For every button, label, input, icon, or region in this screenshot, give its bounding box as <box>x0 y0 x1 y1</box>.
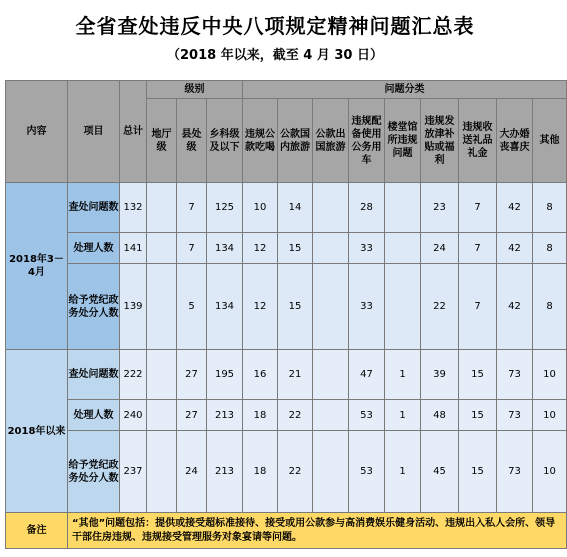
table-cell: 73 <box>497 431 533 513</box>
table-cell <box>313 350 349 400</box>
table-cell <box>313 233 349 264</box>
table-cell: 7 <box>177 183 207 233</box>
table-cell: 8 <box>533 264 567 350</box>
table-cell: 134 <box>207 264 243 350</box>
row-item-label: 处理人数 <box>68 233 120 264</box>
table-cell: 18 <box>243 400 278 431</box>
table-cell: 42 <box>497 183 533 233</box>
table-cell: 5 <box>177 264 207 350</box>
table-cell: 15 <box>459 431 497 513</box>
summary-table <box>5 80 567 549</box>
table-cell <box>313 400 349 431</box>
header-type: 违规收送礼品礼金 <box>459 99 497 183</box>
header-level: 地厅级 <box>147 99 177 183</box>
table-cell: 1 <box>385 431 421 513</box>
row-item-label: 查处问题数 <box>68 183 120 233</box>
table-cell: 42 <box>497 233 533 264</box>
table-cell: 28 <box>349 183 385 233</box>
table-cell: 125 <box>207 183 243 233</box>
table-cell <box>147 400 177 431</box>
row-item-label: 给予党纪政务处分人数 <box>68 264 120 350</box>
header-type: 其他 <box>533 99 567 183</box>
table-cell: 195 <box>207 350 243 400</box>
table-cell: 222 <box>120 350 147 400</box>
table-cell <box>147 350 177 400</box>
header-type: 公款国内旅游 <box>278 99 313 183</box>
table-cell: 73 <box>497 400 533 431</box>
table-cell: 48 <box>421 400 459 431</box>
header-type: 大办婚丧喜庆 <box>497 99 533 183</box>
table-cell: 12 <box>243 233 278 264</box>
page-subtitle: （2018 年以来，截至 4 月 30 日） <box>167 48 383 63</box>
table-cell <box>385 183 421 233</box>
header-type-group: 问题分类 <box>243 81 567 99</box>
header-type: 违规发放津补贴或福利 <box>421 99 459 183</box>
table-cell: 23 <box>421 183 459 233</box>
table-cell: 22 <box>278 400 313 431</box>
table-cell <box>313 264 349 350</box>
table-cell: 22 <box>278 431 313 513</box>
note-text: “其他”问题包括：提供或接受超标准接待、接受或用公款参与高消费娱乐健身活动、违规出入私人会所、领导干部住房违规、违规接受管理服务对象宴请等问题。 <box>68 513 567 549</box>
table-cell: 10 <box>533 350 567 400</box>
table-cell: 240 <box>120 400 147 431</box>
table-cell: 237 <box>120 431 147 513</box>
table-cell: 73 <box>497 350 533 400</box>
table-cell: 53 <box>349 431 385 513</box>
table-cell: 1 <box>385 350 421 400</box>
table-cell: 7 <box>459 183 497 233</box>
period-label: 2018年3－4月 <box>6 183 68 350</box>
table-cell: 15 <box>278 264 313 350</box>
table-cell: 134 <box>207 233 243 264</box>
table-cell: 1 <box>385 400 421 431</box>
table-cell <box>313 431 349 513</box>
table-cell: 15 <box>459 400 497 431</box>
table-cell: 47 <box>349 350 385 400</box>
header-level: 乡科级及以下 <box>207 99 243 183</box>
table-cell: 16 <box>243 350 278 400</box>
table-cell: 39 <box>421 350 459 400</box>
table-cell: 10 <box>243 183 278 233</box>
period-label: 2018年以来 <box>6 350 68 513</box>
table-cell: 139 <box>120 264 147 350</box>
header-total: 总计 <box>120 81 147 183</box>
table-cell: 10 <box>533 400 567 431</box>
table-cell <box>147 233 177 264</box>
table-cell: 8 <box>533 183 567 233</box>
table-cell <box>313 183 349 233</box>
table-cell: 132 <box>120 183 147 233</box>
table-cell: 53 <box>349 400 385 431</box>
header-item: 项目 <box>68 81 120 183</box>
header-type: 公款出国旅游 <box>313 99 349 183</box>
table-cell: 213 <box>207 400 243 431</box>
table-cell: 24 <box>177 431 207 513</box>
page-title: 全省查处违反中央八项规定精神问题汇总表 <box>75 14 475 38</box>
header-level-group: 级别 <box>147 81 243 99</box>
header-type: 违规公款吃喝 <box>243 99 278 183</box>
row-item-label: 查处问题数 <box>68 350 120 400</box>
table-cell <box>147 264 177 350</box>
header-level: 县处级 <box>177 99 207 183</box>
table-cell: 22 <box>421 264 459 350</box>
table-cell: 15 <box>459 350 497 400</box>
table-cell: 8 <box>533 233 567 264</box>
header-type: 违规配备使用公务用车 <box>349 99 385 183</box>
table-cell <box>147 431 177 513</box>
table-cell: 42 <box>497 264 533 350</box>
table-cell: 12 <box>243 264 278 350</box>
table-cell: 24 <box>421 233 459 264</box>
row-item-label: 处理人数 <box>68 400 120 431</box>
note-label: 备注 <box>6 513 68 549</box>
row-item-label: 给予党纪政务处分人数 <box>68 431 120 513</box>
header-type: 楼堂馆所违规问题 <box>385 99 421 183</box>
table-cell: 141 <box>120 233 147 264</box>
table-cell: 21 <box>278 350 313 400</box>
table-cell: 18 <box>243 431 278 513</box>
table-cell <box>385 264 421 350</box>
table-cell: 27 <box>177 400 207 431</box>
table-cell <box>385 233 421 264</box>
table-cell: 15 <box>278 233 313 264</box>
table-cell: 10 <box>533 431 567 513</box>
table-cell: 7 <box>177 233 207 264</box>
table-cell: 7 <box>459 264 497 350</box>
table-cell: 14 <box>278 183 313 233</box>
table-cell: 7 <box>459 233 497 264</box>
table-cell: 33 <box>349 233 385 264</box>
table-cell: 45 <box>421 431 459 513</box>
table-cell: 213 <box>207 431 243 513</box>
table-cell <box>147 183 177 233</box>
table-cell: 27 <box>177 350 207 400</box>
header-content: 内容 <box>6 81 68 183</box>
table-cell: 33 <box>349 264 385 350</box>
